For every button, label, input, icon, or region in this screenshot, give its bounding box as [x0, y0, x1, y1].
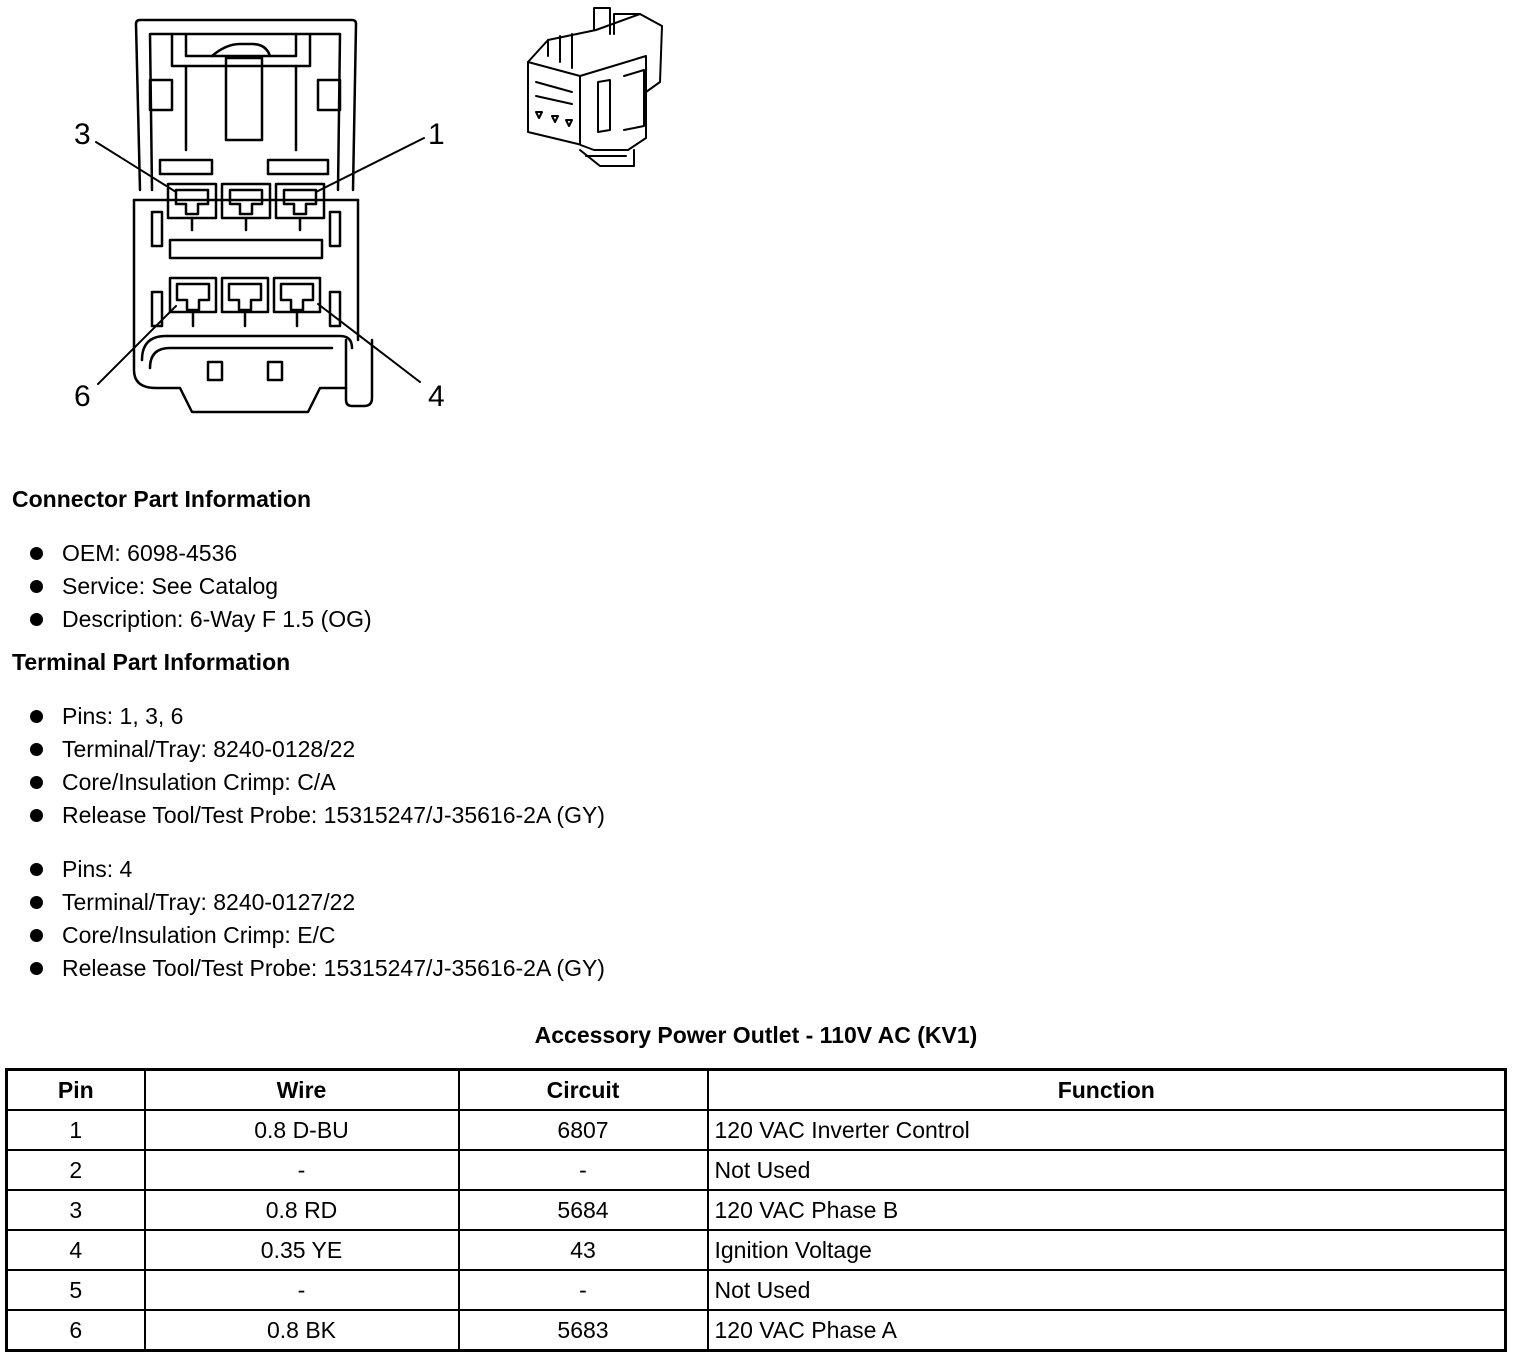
cell-pin: 2 — [7, 1150, 145, 1190]
callout-pin-6: 6 — [74, 380, 91, 413]
cell-circuit: 6807 — [459, 1110, 708, 1150]
cell-function: 120 VAC Phase A — [708, 1310, 1506, 1351]
table-row — [7, 1230, 1506, 1270]
cell-pin: 1 — [7, 1110, 145, 1150]
list-item: Service: See Catalog — [30, 570, 372, 603]
list-item: Pins: 4 — [30, 853, 605, 886]
pin-table-title: Accessory Power Outlet - 110V AC (KV1) — [534, 1022, 978, 1048]
cell-pin: 3 — [7, 1190, 145, 1230]
pin-table — [5, 1068, 1507, 1352]
list-item: Description: 6-Way F 1.5 (OG) — [30, 603, 372, 636]
connector-diagram — [0, 0, 700, 440]
header-wire: Wire — [145, 1070, 459, 1111]
header-circuit: Circuit — [459, 1070, 708, 1111]
table-row — [7, 1270, 1506, 1310]
cell-circuit: 43 — [459, 1230, 708, 1270]
list-item: Terminal/Tray: 8240-0128/22 — [30, 733, 605, 766]
connector-part-info-heading: Connector Part Information — [12, 486, 312, 512]
list-item: Release Tool/Test Probe: 15315247/J-35616-2A (GY) — [30, 952, 605, 985]
cell-function: Ignition Voltage — [708, 1230, 1506, 1270]
cell-wire: 0.8 D-BU — [145, 1110, 459, 1150]
cell-wire: 0.35 YE — [145, 1230, 459, 1270]
terminal-group-1-list — [30, 700, 605, 832]
header-function: Function — [708, 1070, 1506, 1111]
callout-pin-1: 1 — [428, 118, 445, 151]
cell-pin: 5 — [7, 1270, 145, 1310]
list-item: Core/Insulation Crimp: E/C — [30, 919, 605, 952]
cell-wire: - — [145, 1270, 459, 1310]
list-item: OEM: 6098-4536 — [30, 537, 372, 570]
table-row — [7, 1190, 1506, 1230]
callout-pin-4: 4 — [428, 380, 445, 413]
list-item: Core/Insulation Crimp: C/A — [30, 766, 605, 799]
terminal-group-2-list — [30, 853, 605, 985]
connector-isometric-view — [528, 8, 662, 166]
table-header-row — [7, 1070, 1506, 1111]
cell-wire: 0.8 BK — [145, 1310, 459, 1351]
connector-part-info-list — [30, 537, 372, 636]
cell-circuit: 5683 — [459, 1310, 708, 1351]
cell-pin: 4 — [7, 1230, 145, 1270]
header-pin: Pin — [7, 1070, 145, 1111]
cell-function: 120 VAC Phase B — [708, 1190, 1506, 1230]
cell-circuit: 5684 — [459, 1190, 708, 1230]
cell-function: Not Used — [708, 1150, 1506, 1190]
table-row — [7, 1110, 1506, 1150]
cell-function: Not Used — [708, 1270, 1506, 1310]
cell-circuit: - — [459, 1150, 708, 1190]
terminal-part-info-heading: Terminal Part Information — [12, 649, 291, 675]
table-row — [7, 1310, 1506, 1351]
cell-wire: 0.8 RD — [145, 1190, 459, 1230]
cell-pin: 6 — [7, 1310, 145, 1351]
cell-circuit: - — [459, 1270, 708, 1310]
connector-face-view — [96, 20, 424, 412]
callout-pin-3: 3 — [74, 118, 91, 151]
list-item: Pins: 1, 3, 6 — [30, 700, 605, 733]
table-row — [7, 1150, 1506, 1190]
cell-wire: - — [145, 1150, 459, 1190]
list-item: Terminal/Tray: 8240-0127/22 — [30, 886, 605, 919]
cell-function: 120 VAC Inverter Control — [708, 1110, 1506, 1150]
list-item: Release Tool/Test Probe: 15315247/J-35616-2A (GY) — [30, 799, 605, 832]
